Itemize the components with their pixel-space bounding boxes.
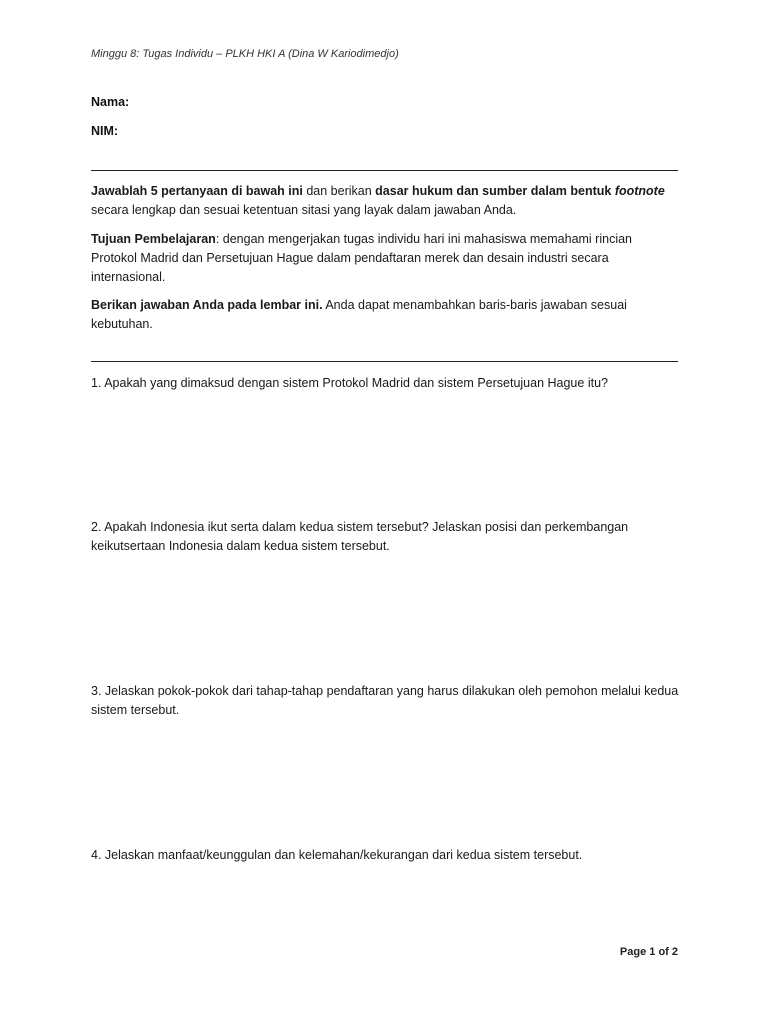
answer-instruction-paragraph (91, 296, 681, 334)
answer-instruction-bold: Berikan jawaban Anda pada lembar ini. (91, 298, 323, 312)
instruction-1-plain-a: dan berikan (302, 184, 376, 198)
top-divider (91, 170, 678, 171)
nama-label: Nama: (91, 95, 130, 109)
question-2: 2. Apakah Indonesia ikut serta dalam kedua sistem tersebut? Jelaskan posisi dan perkembangan keikutsertaan Indonesia dalam kedua sistem tersebut. (91, 520, 629, 553)
instruction-1-plain-b: secara lengkap dan sesuai ketentuan sitasi yang layak dalam jawaban Anda. (91, 203, 517, 217)
answer-instruction-text: Anda dapat menambahkan baris-baris jawaban sesuai kebutuhan. (91, 298, 627, 331)
instruction-1-bold-a: Jawablah 5 pertanyaan di bawah ini (91, 184, 303, 198)
learning-objective-text: : dengan mengerjakan tugas individu hari ini mahasiswa memahami rincian Protokol Madrid dan Persetujuan Hague dalam pendaftaran merek dan desain industri secara internasional. (91, 232, 633, 284)
instruction-1-bold-b: dasar hukum dan sumber dalam bentuk (375, 184, 615, 198)
page-number: Page 1 of 2 (619, 946, 678, 958)
question-1: 1. Apakah yang dimaksud dengan sistem Protokol Madrid dan sistem Persetujuan Hague itu? (91, 376, 608, 390)
instruction-paragraph-1 (91, 182, 681, 220)
bottom-divider (91, 361, 678, 362)
instruction-1-footnote-term: footnote (614, 184, 665, 198)
running-header: Minggu 8: Tugas Individu – PLKH HKI A (Dina W Kariodimedjo) (91, 48, 399, 60)
question-3: 3. Jelaskan pokok-pokok dari tahap-tahap pendaftaran yang harus dilakukan oleh pemohon melalui kedua sistem tersebut. (91, 684, 679, 717)
learning-objective-label: Tujuan Pembelajaran (91, 232, 216, 246)
question-4: 4. Jelaskan manfaat/keunggulan dan kelemahan/kekurangan dari kedua sistem tersebut. (91, 848, 583, 862)
learning-objective-paragraph (91, 230, 681, 287)
nim-label: NIM: (91, 124, 119, 138)
